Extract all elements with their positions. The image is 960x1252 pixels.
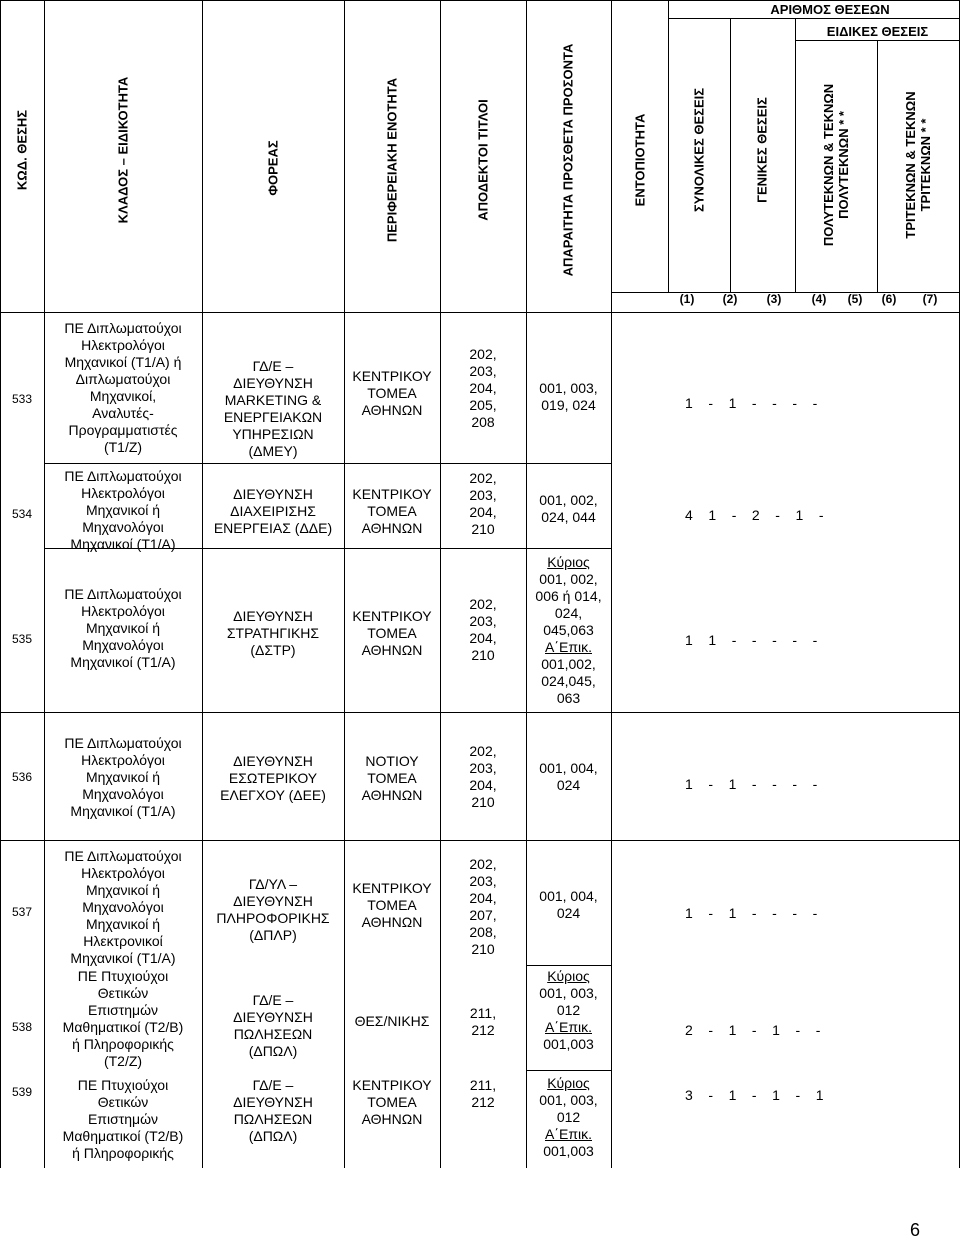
cell-titles bbox=[440, 743, 526, 811]
cell-titles bbox=[440, 856, 526, 958]
cell-line: 203, bbox=[469, 760, 497, 776]
cell-line: ΠΩΛΗΣΕΩΝ bbox=[233, 1111, 313, 1127]
cell-agency bbox=[202, 753, 344, 804]
cell-line: ΚΕΝΤΡΙΚΟΥ bbox=[352, 368, 432, 384]
cell-branch bbox=[44, 320, 202, 456]
cell-region bbox=[344, 753, 440, 804]
cell-line: 204, bbox=[469, 890, 497, 906]
cell-line: ΔΙΕΥΘΥΝΣΗ bbox=[233, 375, 313, 391]
cell-line: Επιστημών bbox=[87, 1111, 159, 1127]
col-number: (4) bbox=[811, 292, 827, 306]
cell-line: ΠΕ Πτυχιούχοι bbox=[77, 968, 169, 984]
cell-line: Μηχανικοί (Τ1/Α) bbox=[70, 654, 176, 670]
cell-region bbox=[344, 1013, 440, 1030]
cell-line: 024 bbox=[556, 777, 581, 793]
cell-line: 024,045, bbox=[541, 673, 596, 689]
position-counts: 4 1 - 2 - 1 - bbox=[685, 507, 824, 523]
cell-line: 208 bbox=[471, 414, 495, 430]
cell-line: 024, 044 bbox=[541, 509, 596, 525]
cell-line: ΔΙΕΥΘΥΝΣΗ bbox=[233, 608, 313, 624]
cell-line: ΔΙΕΥΘΥΝΣΗ bbox=[233, 753, 313, 769]
cell-line: ΓΔ/Ε – bbox=[252, 1077, 294, 1093]
position-counts: 3 - 1 - 1 - 1 bbox=[685, 1087, 824, 1103]
cell-line: ΤΟΜΕΑ bbox=[367, 770, 417, 786]
cell-line: ΕΝΕΡΓΕΙΑΣ (ΔΔΕ) bbox=[213, 520, 333, 536]
header-positions-count: ΑΡΙΘΜΟΣ ΘΕΣΕΩΝ bbox=[770, 2, 890, 17]
cell-line: Μηχανολόγοι bbox=[82, 637, 164, 653]
cell-line: 001,003 bbox=[543, 1143, 594, 1159]
header-triteknon bbox=[903, 91, 933, 238]
cell-line: 203, bbox=[469, 363, 497, 379]
cell-line: Μαθηματικοί (Τ2/Β) bbox=[62, 1128, 184, 1144]
cell-titles bbox=[440, 1077, 526, 1111]
cell-line: 212 bbox=[471, 1022, 495, 1038]
position-code: 537 bbox=[11, 905, 33, 919]
cell-line: 202, bbox=[469, 743, 497, 759]
cell-line: ΑΘΗΝΩΝ bbox=[361, 642, 423, 658]
cell-line: Ηλεκτρολόγοι bbox=[81, 485, 165, 501]
cell-region bbox=[344, 1077, 440, 1128]
cell-line: ΚΕΝΤΡΙΚΟΥ bbox=[352, 880, 432, 896]
cell-line: 203, bbox=[469, 487, 497, 503]
cell-line: ΑΘΗΝΩΝ bbox=[361, 402, 423, 418]
cell-qualifications bbox=[526, 492, 611, 526]
cell-line: Προγραμματιστές bbox=[68, 422, 178, 438]
position-counts: 1 1 - - - - - bbox=[685, 632, 818, 648]
cell-line: ΕΛΕΓΧΟΥ (ΔΕΕ) bbox=[220, 787, 326, 803]
page-number: 6 bbox=[909, 1220, 920, 1240]
header-code: ΚΩΔ. ΘΕΣΗΣ bbox=[14, 109, 30, 191]
cell-line: ΣΤΡΑΤΗΓΙΚΗΣ bbox=[226, 625, 320, 641]
cell-line: (ΔΣΤΡ) bbox=[250, 642, 296, 658]
cell-region bbox=[344, 880, 440, 931]
cell-line: Μηχανολόγοι bbox=[82, 786, 164, 802]
cell-line: 202, bbox=[469, 470, 497, 486]
cell-line: 001, 003, bbox=[539, 1092, 598, 1108]
cell-line: ΕΝΕΡΓΕΙΑΚΩΝ bbox=[223, 409, 323, 425]
position-code: 538 bbox=[11, 1020, 33, 1034]
qual-alt-label: Α΄Επικ. bbox=[545, 1019, 592, 1035]
header-required-qualifications: ΑΠΑΡΑΙΤΗΤΑ ΠΡΟΣΘΕΤΑ ΠΡΟΣΟΝΤΑ bbox=[560, 43, 576, 277]
cell-line: ΠΕ Διπλωματούχοι bbox=[64, 320, 182, 336]
cell-line: ΠΕ Διπλωματούχοι bbox=[64, 468, 182, 484]
cell-line: (Τ2/Ζ) bbox=[103, 1053, 143, 1069]
cell-line: 001, 004, bbox=[539, 760, 598, 776]
cell-line: (ΔΠΩΛ) bbox=[248, 1128, 298, 1144]
cell-line: 210 bbox=[471, 521, 495, 537]
cell-line: 001, 003, bbox=[539, 985, 598, 1001]
cell-line: Θετικών bbox=[97, 1094, 149, 1110]
qual-alt-label: Α΄Επικ. bbox=[545, 639, 592, 655]
cell-line: 012 bbox=[556, 1109, 581, 1125]
cell-line: Ηλεκτρολόγοι bbox=[81, 337, 165, 353]
cell-agency bbox=[202, 486, 344, 537]
cell-line: 204, bbox=[469, 630, 497, 646]
col-number: (5) bbox=[847, 292, 863, 306]
cell-line: 001, 002, bbox=[539, 571, 598, 587]
cell-qualifications bbox=[526, 760, 611, 794]
cell-region bbox=[344, 486, 440, 537]
cell-line: Αναλυτές- bbox=[92, 405, 154, 421]
cell-line: Μηχανικοί (Τ1/Α) bbox=[70, 950, 176, 966]
cell-branch bbox=[44, 735, 202, 820]
header-special-positions: ΕΙΔΙΚΕΣ ΘΕΣΕΙΣ bbox=[826, 24, 929, 39]
header-agency: ΦΟΡΕΑΣ bbox=[265, 140, 281, 196]
cell-line: ΑΘΗΝΩΝ bbox=[361, 1111, 423, 1127]
cell-line: Ηλεκτρολόγοι bbox=[81, 752, 165, 768]
cell-line: Μηχανολόγοι bbox=[82, 899, 164, 915]
cell-line: Μαθηματικοί (Τ2/Β) bbox=[62, 1019, 184, 1035]
header-general: ΓΕΝΙΚΕΣ ΘΕΣΕΙΣ bbox=[754, 97, 770, 203]
position-code: 539 bbox=[11, 1085, 33, 1099]
cell-line: 203, bbox=[469, 873, 497, 889]
cell-line: ΤΟΜΕΑ bbox=[367, 1094, 417, 1110]
cell-line: Μηχανικοί ή bbox=[85, 882, 161, 898]
cell-line: 207, bbox=[469, 907, 497, 923]
cell-branch bbox=[44, 586, 202, 671]
cell-line: ΝΟΤΙΟΥ bbox=[365, 753, 419, 769]
cell-titles bbox=[440, 470, 526, 538]
cell-titles bbox=[440, 1005, 526, 1039]
qual-main-label: Κύριος bbox=[547, 1075, 590, 1091]
col-number: (7) bbox=[922, 292, 938, 306]
cell-line: ΓΔ/Ε – bbox=[252, 992, 294, 1008]
header-region: ΠΕΡΙΦΕΡΕΙΑΚΗ ΕΝΟΤΗΤΑ bbox=[384, 77, 400, 243]
cell-line: Μηχανολόγοι bbox=[82, 519, 164, 535]
cell-line: 205, bbox=[469, 397, 497, 413]
cell-line: ΠΩΛΗΣΕΩΝ bbox=[233, 1026, 313, 1042]
cell-line: 001, 003, bbox=[539, 380, 598, 396]
cell-line: ΘΕΣ/ΝΙΚΗΣ bbox=[354, 1013, 430, 1029]
cell-line: ΓΔ/ΥΛ – bbox=[248, 876, 298, 892]
cell-line: 006 ή 014, bbox=[535, 588, 602, 604]
cell-line: Μηχανικοί ή bbox=[85, 502, 161, 518]
cell-qualifications bbox=[526, 888, 611, 922]
cell-line: ΥΠΗΡΕΣΙΩΝ bbox=[232, 426, 314, 442]
qual-main-label: Κύριος bbox=[547, 968, 590, 984]
cell-branch bbox=[44, 468, 202, 553]
cell-agency bbox=[202, 992, 344, 1060]
cell-line: (ΔΜΕΥ) bbox=[248, 443, 298, 459]
cell-line: 210 bbox=[471, 647, 495, 663]
cell-line: ΔΙΕΥΘΥΝΣΗ bbox=[233, 1094, 313, 1110]
cell-line: (ΔΠΩΛ) bbox=[248, 1043, 298, 1059]
cell-region bbox=[344, 368, 440, 419]
cell-line: Μηχανικοί ή bbox=[85, 620, 161, 636]
cell-qualifications bbox=[526, 554, 611, 707]
cell-line: 063 bbox=[556, 690, 581, 706]
cell-line: Μηχανικοί, bbox=[89, 388, 157, 404]
col-number: (6) bbox=[881, 292, 897, 306]
cell-line: ΕΣΩΤΕΡΙΚΟΥ bbox=[228, 770, 318, 786]
cell-line: (ΔΠΛΡ) bbox=[249, 927, 297, 943]
cell-branch bbox=[44, 968, 202, 1070]
cell-line: ΚΕΝΤΡΙΚΟΥ bbox=[352, 1077, 432, 1093]
cell-line: Μηχανικοί (Τ1/Α) bbox=[70, 536, 176, 552]
cell-line: 208, bbox=[469, 924, 497, 940]
cell-line: ΔΙΑΧΕΙΡΙΣΗΣ bbox=[230, 503, 316, 519]
cell-line: Ηλεκτρονικοί bbox=[83, 933, 163, 949]
cell-line: ΠΕ Διπλωματούχοι bbox=[64, 586, 182, 602]
cell-line: ΠΛΗΡΟΦΟΡΙΚΗΣ bbox=[216, 910, 330, 926]
header-polyteknon-line1: ΠΟΛΥΤΕΚΝΩΝ & ΤΕΚΝΩΝ bbox=[821, 83, 836, 247]
cell-qualifications bbox=[526, 968, 611, 1053]
cell-agency bbox=[202, 608, 344, 659]
position-code: 533 bbox=[11, 392, 33, 406]
cell-line: ΤΟΜΕΑ bbox=[367, 385, 417, 401]
cell-line: 202, bbox=[469, 346, 497, 362]
cell-line: ΑΘΗΝΩΝ bbox=[361, 520, 423, 536]
cell-line: ΠΕ Διπλωματούχοι bbox=[64, 735, 182, 751]
cell-line: Ηλεκτρολόγοι bbox=[81, 603, 165, 619]
position-counts: 1 - 1 - - - - bbox=[685, 905, 818, 921]
cell-line: ΔΙΕΥΘΥΝΣΗ bbox=[233, 1009, 313, 1025]
cell-line: 024 bbox=[556, 905, 581, 921]
cell-qualifications bbox=[526, 1075, 611, 1160]
cell-line: ΤΟΜΕΑ bbox=[367, 897, 417, 913]
cell-titles bbox=[440, 346, 526, 431]
cell-titles bbox=[440, 596, 526, 664]
cell-line: ή Πληροφορικής bbox=[72, 1145, 174, 1161]
position-code: 535 bbox=[11, 632, 33, 646]
cell-line: 204, bbox=[469, 380, 497, 396]
header-triteknon-line2: ΤΡΙΤΕΚΝΩΝ * * bbox=[918, 118, 933, 212]
cell-line: ΚΕΝΤΡΙΚΟΥ bbox=[352, 608, 432, 624]
qual-alt-label: Α΄Επικ. bbox=[545, 1126, 592, 1142]
cell-line: ή Πληροφορικής bbox=[72, 1036, 174, 1052]
col-number: (2) bbox=[722, 292, 738, 306]
cell-line: MARKETING & bbox=[224, 392, 322, 408]
cell-agency bbox=[202, 358, 344, 460]
cell-line: ΠΕ Διπλωματούχοι bbox=[64, 848, 182, 864]
qual-main-label: Κύριος bbox=[547, 554, 590, 570]
position-code: 534 bbox=[11, 507, 33, 521]
position-counts: 1 - 1 - - - - bbox=[685, 776, 818, 792]
cell-line: 012 bbox=[556, 1002, 581, 1018]
cell-agency bbox=[202, 876, 344, 944]
cell-region bbox=[344, 608, 440, 659]
cell-line: Ηλεκτρολόγοι bbox=[81, 865, 165, 881]
cell-line: ΔΙΕΥΘΥΝΣΗ bbox=[233, 486, 313, 502]
cell-line: 210 bbox=[471, 941, 495, 957]
cell-line: Επιστημών bbox=[87, 1002, 159, 1018]
cell-line: 045,063 bbox=[543, 622, 594, 638]
cell-line: ΠΕ Πτυχιούχοι bbox=[77, 1077, 169, 1093]
cell-line: 024, bbox=[554, 605, 583, 621]
position-counts: 2 - 1 - 1 - - bbox=[685, 1022, 821, 1038]
cell-branch bbox=[44, 848, 202, 967]
col-number: (1) bbox=[679, 292, 695, 306]
cell-line: 001, 002, bbox=[539, 492, 598, 508]
cell-line: ΤΟΜΕΑ bbox=[367, 503, 417, 519]
cell-line: 202, bbox=[469, 856, 497, 872]
cell-line: ΓΔ/Ε – bbox=[252, 358, 294, 374]
cell-line: Μηχανικοί (Τ1/Α) ή bbox=[64, 354, 182, 370]
cell-line: 204, bbox=[469, 777, 497, 793]
header-location: ΕΝΤΟΠΙΟΤΗΤΑ bbox=[632, 113, 648, 207]
cell-line: ΑΘΗΝΩΝ bbox=[361, 914, 423, 930]
header-accepted-titles: ΑΠΟΔΕΚΤΟΙ ΤΙΤΛΟΙ bbox=[475, 99, 491, 221]
cell-line: ΔΙΕΥΘΥΝΣΗ bbox=[233, 893, 313, 909]
header-total: ΣΥΝΟΛΙΚΕΣ ΘΕΣΕΙΣ bbox=[691, 87, 707, 213]
cell-line: Διπλωματούχοι bbox=[75, 371, 171, 387]
cell-agency bbox=[202, 1077, 344, 1145]
cell-line: Μηχανικοί ή bbox=[85, 769, 161, 785]
cell-line: 001, 004, bbox=[539, 888, 598, 904]
header-triteknon-line1: ΤΡΙΤΕΚΝΩΝ & ΤΕΚΝΩΝ bbox=[903, 91, 918, 239]
cell-branch bbox=[44, 1077, 202, 1162]
cell-line: 210 bbox=[471, 794, 495, 810]
position-code: 536 bbox=[11, 770, 33, 784]
header-branch: ΚΛΑΔΟΣ – ΕΙΔΙΚΟΤΗΤΑ bbox=[115, 76, 131, 224]
cell-line: Μηχανικοί (Τ1/Α) bbox=[70, 803, 176, 819]
cell-line: 019, 024 bbox=[541, 397, 596, 413]
header-polyteknon-line2: ΠΟΛΥΤΕΚΝΩΝ * * bbox=[836, 111, 851, 219]
cell-line: Θετικών bbox=[97, 985, 149, 1001]
cell-line: 203, bbox=[469, 613, 497, 629]
position-counts: 1 - 1 - - - - bbox=[685, 395, 818, 411]
cell-line: 211, bbox=[469, 1005, 497, 1021]
cell-line: (Τ1/Ζ) bbox=[103, 439, 143, 455]
cell-line: ΚΕΝΤΡΙΚΟΥ bbox=[352, 486, 432, 502]
cell-qualifications bbox=[526, 380, 611, 414]
cell-line: ΤΟΜΕΑ bbox=[367, 625, 417, 641]
header-polyteknon bbox=[821, 84, 851, 246]
cell-line: Μηχανικοί ή bbox=[85, 916, 161, 932]
cell-line: 001,003 bbox=[543, 1036, 594, 1052]
cell-line: 212 bbox=[471, 1094, 495, 1110]
cell-line: 204, bbox=[469, 504, 497, 520]
col-number: (3) bbox=[766, 292, 782, 306]
cell-line: 202, bbox=[469, 596, 497, 612]
cell-line: 001,002, bbox=[541, 656, 596, 672]
cell-line: 211, bbox=[469, 1077, 497, 1093]
cell-line: ΑΘΗΝΩΝ bbox=[361, 787, 423, 803]
